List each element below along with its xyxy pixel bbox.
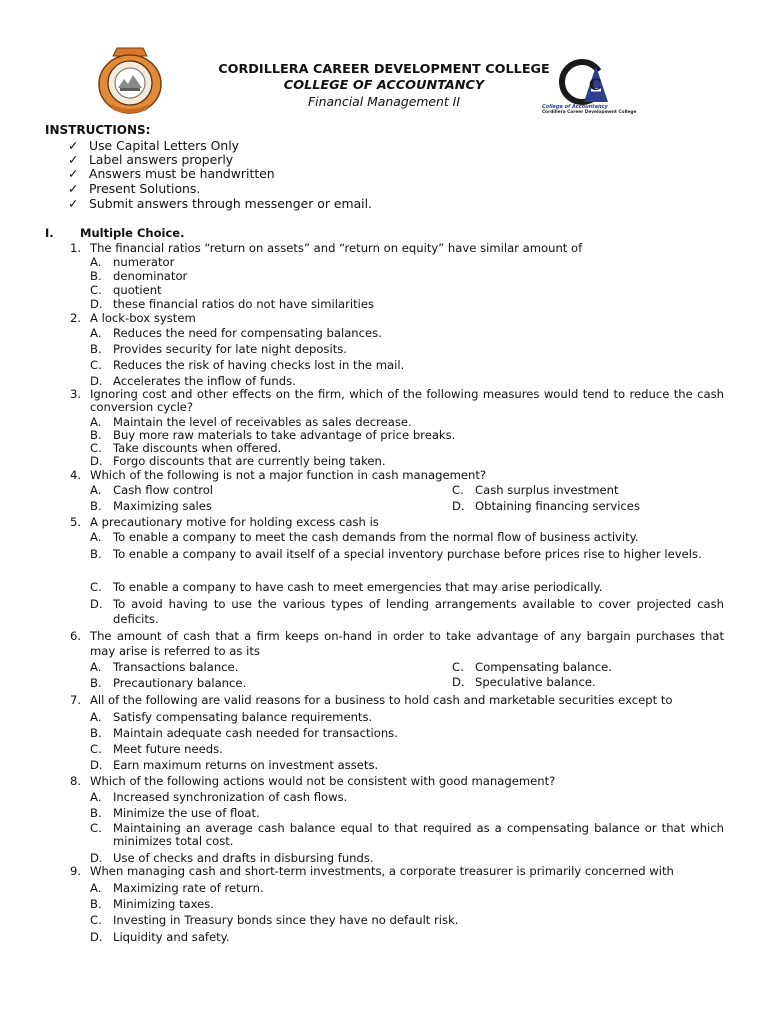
answer-option: D. Accelerates the inflow of funds. [90,374,296,388]
answer-option: A. To enable a company to meet the cash demands from the normal flow of business activity. [90,530,639,544]
answer-option: C. Maintaining an average cash balance equal to that required as a compensating balance or that which minimizes total cost. [90,821,724,848]
department-name: COLLEGE OF ACCOUNTANCY [283,78,485,93]
answer-option: C. quotient [90,283,162,297]
logo-caption-college: Cordillera Career Development College [542,110,637,115]
instruction-item: ✓ Answers must be handwritten [68,166,275,181]
check-icon: ✓ [68,138,79,153]
answer-option: C. Reduces the risk of having checks lost in the mail. [90,358,405,372]
instruction-item: ✓ Label answers properly [68,152,234,167]
answer-option: B. Maintain adequate cash needed for transactions. [90,726,398,740]
answer-option: D. Forgo discounts that are currently being taken. [90,454,386,468]
answer-option: B. Buy more raw materials to take advantage of price breaks. [90,428,456,442]
answer-option: A. Increased synchronization of cash flows. [90,790,348,804]
answer-option: D. Use of checks and drafts in disbursing funds. [90,851,374,865]
course-name: Financial Management II [308,94,460,109]
college-seal-logo [97,44,163,114]
answer-option: D. Speculative balance. [452,675,596,689]
answer-option: A. Maximizing rate of return. [90,881,264,895]
answer-option: D. To avoid having to use the various types of lending arrangements available to cover projected cash deficits. [90,597,724,626]
answer-option: C. To enable a company to have cash to meet emergencies that may arise periodically. [90,580,603,594]
answer-option: D. Earn maximum returns on investment assets. [90,758,379,772]
question: 1. The financial ratios “return on assets” and “return on equity” have similar amount of [70,241,583,255]
answer-option: C. Cash surplus investment [452,483,619,497]
section-number: I. [45,226,54,240]
instruction-item: ✓ Use Capital Letters Only [68,138,239,153]
check-icon: ✓ [68,196,79,211]
answer-option: B. Minimize the use of float. [90,806,260,820]
instruction-item: ✓ Present Solutions. [68,181,201,196]
answer-option: D. Obtaining financing services [452,499,640,513]
instruction-item: ✓ Submit answers through messenger or email. [68,196,372,211]
question: 8. Which of the following actions would not be consistent with good management? [70,774,556,788]
answer-option: D. Liquidity and safety. [90,930,230,944]
section-title: Multiple Choice. [80,226,185,240]
answer-option: B. To enable a company to avail itself of a special inventory purchase before prices rise to higher levels. [90,547,702,561]
svg-text:C: C [589,75,602,94]
answer-option: D. these financial ratios do not have similarities [90,297,375,311]
answer-option: A. Reduces the need for compensating balances. [90,326,382,340]
accountancy-logo [542,58,642,122]
logo-caption-department: College of Accountancy [542,104,608,110]
question: 9. When managing cash and short-term investments, a corporate treasurer is primarily concerned with [70,864,674,878]
check-icon: ✓ [68,152,79,167]
answer-option: B. Maximizing sales [90,499,212,513]
check-icon: ✓ [68,181,79,196]
question: 7. All of the following are valid reasons for a business to hold cash and marketable securities except to [70,693,673,707]
answer-option: A. Satisfy compensating balance requirements. [90,710,373,724]
answer-option: B. Precautionary balance. [90,676,247,690]
question: 2. A lock-box system [70,311,196,325]
question: 6. The amount of cash that a firm keeps on-hand in order to take advantage of any bargain purchases that may arise is referred to as its [70,629,724,658]
answer-option: A. Transactions balance. [90,660,239,674]
question: 3. Ignoring cost and other effects on the firm, which of the following measures would tend to reduce the cash conversion cycle? [70,387,724,414]
college-name: CORDILLERA CAREER DEVELOPMENT COLLEGE [218,62,550,77]
question: 4. Which of the following is not a major function in cash management? [70,468,487,482]
question: 5. A precautionary motive for holding excess cash is [70,515,379,529]
section-heading [45,226,184,240]
answer-option: C. Meet future needs. [90,742,223,756]
answer-option: A. Cash flow control [90,483,214,497]
answer-option: B. Minimizing taxes. [90,897,215,911]
answer-option: B. Provides security for late night deposits. [90,342,347,356]
answer-option: C. Compensating balance. [452,660,612,674]
answer-option: A. numerator [90,255,175,269]
answer-option: B. denominator [90,269,188,283]
answer-option: C. Take discounts when offered. [90,441,282,455]
check-icon: ✓ [68,166,79,181]
answer-option: A. Maintain the level of receivables as sales decrease. [90,415,412,429]
answer-option: C. Investing in Treasury bonds since they have no default risk. [90,913,459,927]
instructions-title: INSTRUCTIONS: [45,123,151,137]
